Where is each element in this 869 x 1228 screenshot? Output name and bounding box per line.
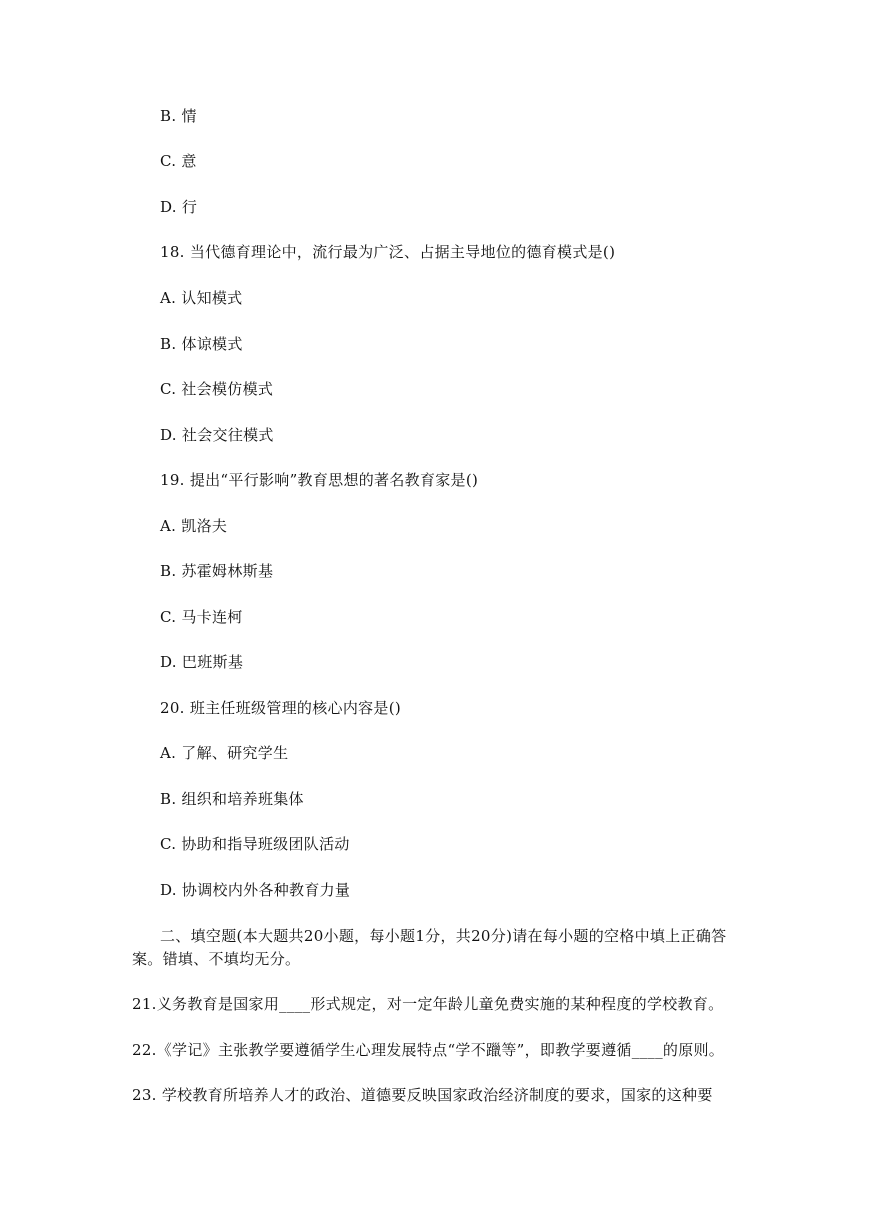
question-18: 18. 当代德育理论中，流行最为广泛、占据主导地位的德育模式是() [160,243,616,261]
section-2-heading: 二、填空题(本大题共20小题，每小题1分，共20分)请在每小题的空格中填上正确答 [160,927,727,945]
option-d-q20: D. 协调校内外各种教育力量 [160,881,351,899]
option-c-q18: C. 社会模仿模式 [160,380,274,398]
question-23: 23. 学校教育所培养人才的政治、道德要反映国家政治经济制度的要求，国家的这种要 [132,1086,713,1104]
option-c-q17: C. 意 [160,152,197,170]
question-19: 19. 提出“平行影响”教育思想的著名教育家是() [160,471,479,489]
option-d-q18: D. 社会交往模式 [160,426,274,444]
option-b-q17: B. 情 [160,107,197,125]
option-a-q18: A. 认知模式 [160,289,243,307]
option-c-q20: C. 协助和指导班级团队活动 [160,835,350,853]
option-c-q19: C. 马卡连柯 [160,608,243,626]
option-a-q20: A. 了解、研究学生 [160,744,289,762]
question-22: 22.《学记》主张教学要遵循学生心理发展特点“学不躐等”，即教学要遵循____的原则。 [132,1041,725,1059]
option-b-q18: B. 体谅模式 [160,335,243,353]
option-b-q20: B. 组织和培养班集体 [160,790,304,808]
option-a-q19: A. 凯洛夫 [160,517,228,535]
option-d-q17: D. 行 [160,198,198,216]
section-2-heading-cont: 案。错填、不填均无分。 [132,950,301,968]
option-b-q19: B. 苏霍姆林斯基 [160,562,274,580]
option-d-q19: D. 巴班斯基 [160,653,244,671]
question-21: 21.义务教育是国家用____形式规定，对一定年龄儿童免费实施的某种程度的学校教育。 [132,995,724,1013]
question-20: 20. 班主任班级管理的核心内容是() [160,699,402,717]
